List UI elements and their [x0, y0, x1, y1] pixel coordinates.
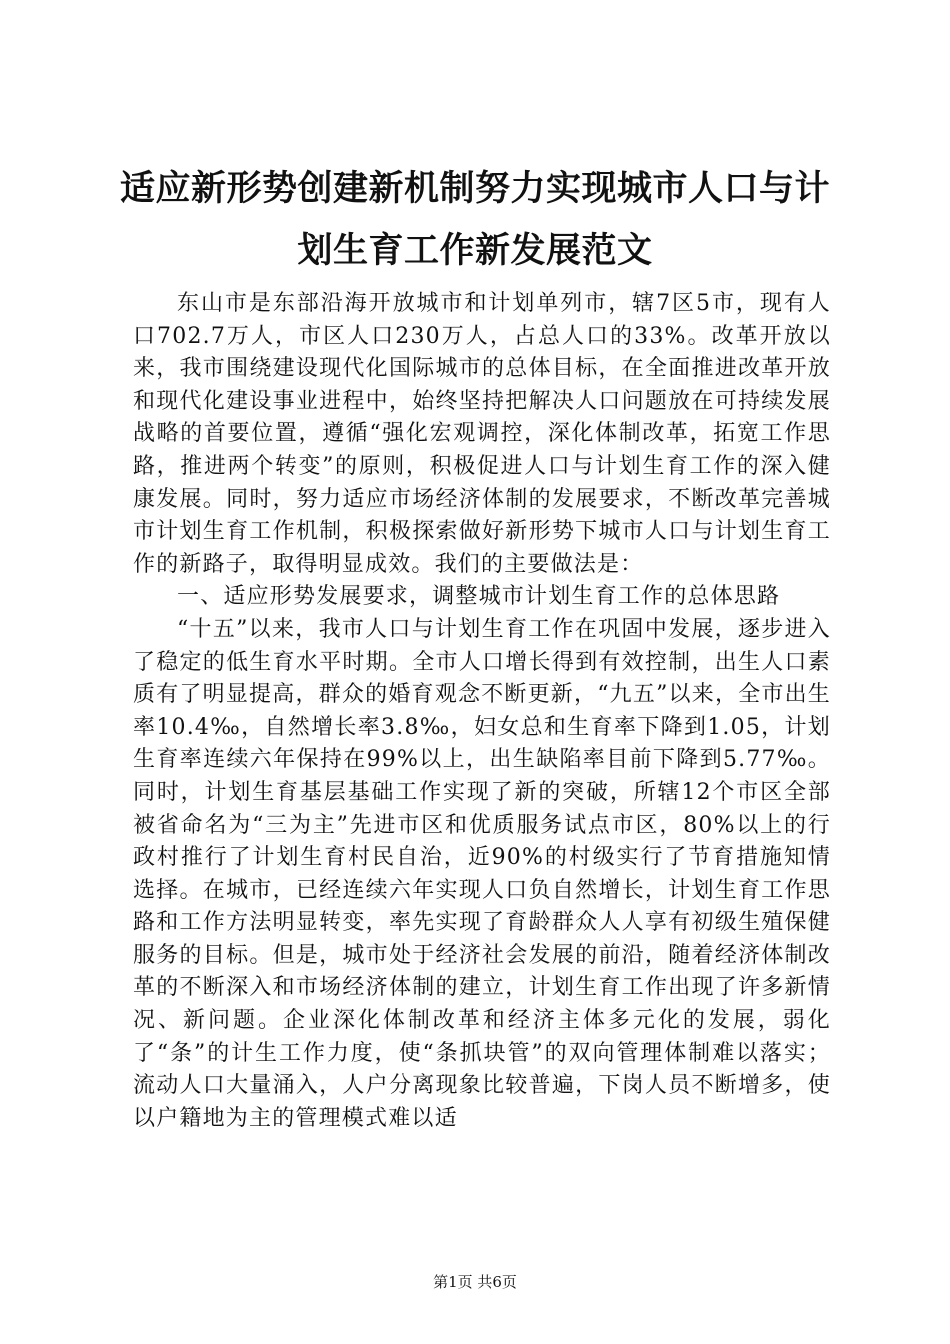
document-title: 适应新形势创建新机制努力实现城市人口与计划生育工作新发展范文: [120, 169, 831, 271]
paragraph-intro: 东山市是东部沿海开放城市和计划单列市，辖7区5市，现有人口702.7万人，市区人口230万人，占总人口的33%。改革开放以来，我市围绕建设现代化国际城市的总体目标，在全面推进改革开放和现代化建设事业进程中，始终坚持把解决人口问题放在可持续发展战略的首要位置，遵循“强化宏观调控，深化体制改革，拓宽工作思路，推进两个转变”的原则，积极促进人口与计划生育工作的深入健康发展。同时，努力适应市场经济体制的发展要求，不断改革完善城市计划生育工作机制，积极探索做好新形势下城市人口与计划生育工作的新路子，取得明显成效。我们的主要做法是：: [133, 291, 831, 577]
page-number-footer: 第1页 共6页: [433, 1273, 517, 1291]
section-heading: 一、适应形势发展要求，调整城市计划生育工作的总体思路: [177, 584, 781, 610]
paragraph-section-one: “十五”以来，我市人口与计划生育工作在巩固中发展，逐步进入了稳定的低生育水平时期。全市人口增长得到有效控制，出生人口素质有了明显提高，群众的婚育观念不断更新，“九五”以来，全市出生率10.4‰，自然增长率3.8‰，妇女总和生育率下降到1.05，计划生育率连续六年保持在99%以上，出生缺陷率目前下降到5.77‰。同时，计划生育基层基础工作实现了新的突破，所辖12个市区全部被省命名为“三为主”先进市区和优质服务试点市区，80%以上的行政村推行了计划生育村民自治，近90%的村级实行了节育措施知情选择。在城市，已经连续六年实现人口负自然增长，计划生育工作思路和工作方法明显转变，率先实现了育龄群众人人享有初级生殖保健服务的目标。但是，城市处于经济社会发展的前沿，随着经济体制改革的不断深入和市场经济体制的建立，计划生育工作出现了许多新情况、新问题。企业深化体制改革和经济主体多元化的发展，弱化了“条”的计生工作力度，使“条抓块管”的双向管理体制难以落实；流动人口大量涌入，人户分离现象比较普遍，下岗人员不断增多，使以户籍地为主的管理模式难以适: [133, 616, 831, 1131]
document-body: [133, 288, 831, 1135]
